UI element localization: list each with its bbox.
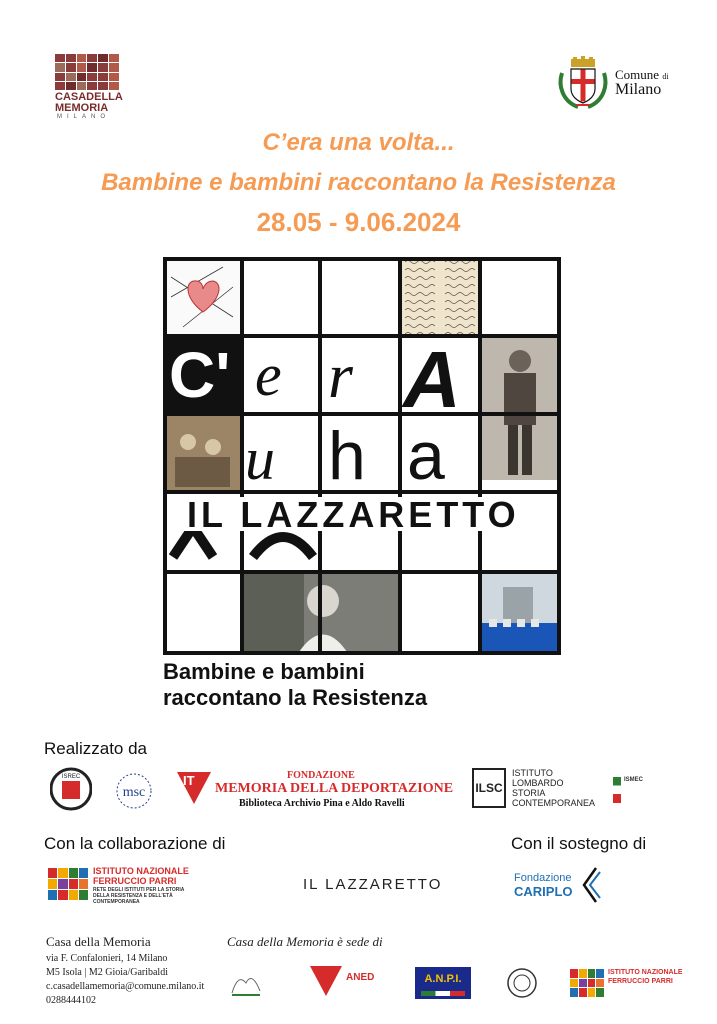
cdm-logo-mark	[55, 54, 119, 90]
round-seal-icon	[506, 967, 538, 999]
collage-girl-photo	[244, 574, 402, 652]
footer-phone[interactable]: 0288444102	[46, 995, 96, 1006]
poster-collage	[163, 257, 561, 655]
ilsc-line3: STORIA	[512, 788, 546, 798]
footer-parri-mosaic-icon	[570, 969, 604, 997]
ilsc-mark: ILSC	[472, 768, 506, 808]
ismec-flag-icon	[613, 777, 621, 803]
sostegno-label: Con il sostegno di	[511, 834, 647, 853]
subtitle-line1: Bambine e bambini	[163, 659, 365, 684]
anpi-logo: A.N.P.I.	[415, 967, 471, 999]
isrec-logo	[50, 767, 92, 811]
comune-di-milano-logo	[556, 55, 676, 113]
collage-letter-r: r	[328, 340, 353, 411]
subtitle-line2: raccontano la Resistenza	[163, 685, 428, 710]
lazzaretto-overlay-text: IL LAZZARETTO	[187, 494, 520, 535]
footer-sede-label: Casa della Memoria è sede di	[227, 934, 383, 949]
round-seal-logo	[506, 967, 538, 999]
collage-letter-h: h	[328, 418, 366, 494]
ilsc-line4: CONTEMPORANEA	[512, 798, 596, 808]
footer-address: via F. Confalonieri, 14 Milano	[46, 953, 168, 964]
collage-man-photo	[482, 338, 558, 480]
parri-mosaic-icon	[48, 868, 88, 900]
title-line1: C’era una volta...	[262, 129, 455, 156]
svg-text:ISREC: ISREC	[61, 774, 81, 780]
ilsc-line1: ISTITUTO	[512, 768, 553, 778]
milano-comune-text: Comune di	[615, 67, 669, 82]
aned-logo: ANED	[310, 966, 390, 1000]
anpi-flag-icon	[421, 991, 465, 996]
collage-letter-c: C'	[169, 339, 231, 411]
footer-parri-logo: ISTITUTO NAZIONALE FERRUCCIO PARRI	[570, 967, 688, 999]
footer-email[interactable]: c.casadellamemoria@comune.milano.it	[46, 981, 205, 992]
associazione-logo	[228, 967, 264, 999]
title-dates: 28.05 - 9.06.2024	[256, 207, 461, 237]
svg-text:msc: msc	[122, 785, 146, 800]
footer-title: Casa della Memoria	[46, 934, 151, 949]
parri-logo: ISTITUTO NAZIONALE FERRUCCIO PARRI RETE DEGLI ISTITUTI PER LA STORIA DELLA RESISTENZA E DELL'ETÀ CONTEMPORANEA	[48, 866, 198, 904]
cdm-logo-line3: MILANO	[57, 114, 111, 120]
ilsc-line2: LOMBARDO	[512, 778, 564, 788]
realizzato-label: Realizzato da	[44, 739, 148, 758]
collage-letter-e: e	[255, 342, 282, 408]
isrec-icon	[50, 767, 92, 811]
collage-old-photo	[166, 416, 240, 490]
collage-letter-photo	[402, 260, 478, 334]
aned-triangle-icon	[310, 966, 342, 996]
casa-della-memoria-logo	[55, 54, 123, 120]
msc-logo	[112, 769, 156, 813]
title-line2: Bambine e bambini raccontano la Resistenza	[101, 169, 616, 196]
memoria-deportazione-logo: IT FONDAZIONE MEMORIA DELLA DEPORTAZIONE Biblioteca Archivio Pina e Aldo Ravelli	[177, 770, 442, 810]
lazzaretto-logo: IL LAZZARETTO	[303, 876, 443, 893]
cdm-logo-line1: CASADELLA	[55, 91, 123, 103]
cariplo-mark-icon	[580, 866, 602, 904]
collage-ship-photo	[482, 574, 558, 652]
milano-crest-icon	[556, 55, 610, 111]
collage-letter-u: u	[245, 426, 275, 492]
associazione-icon	[228, 967, 264, 999]
milano-name-text: Milano	[615, 81, 662, 98]
collaborazione-label: Con la collaborazione di	[44, 834, 226, 853]
msc-icon	[112, 769, 156, 813]
cdm-logo-line2: MEMORIA	[55, 102, 109, 114]
collage-letter-a: A	[403, 335, 461, 424]
collage-letter-a2: a	[407, 418, 445, 494]
cariplo-logo: Fondazione CARIPLO	[514, 866, 604, 904]
ilsc-logo	[472, 768, 597, 810]
collage-heart-drawing	[166, 260, 240, 334]
footer-metro: M5 Isola | M2 Gioia/Garibaldi	[46, 967, 168, 978]
ismec-logo: ISMEC	[613, 775, 653, 809]
